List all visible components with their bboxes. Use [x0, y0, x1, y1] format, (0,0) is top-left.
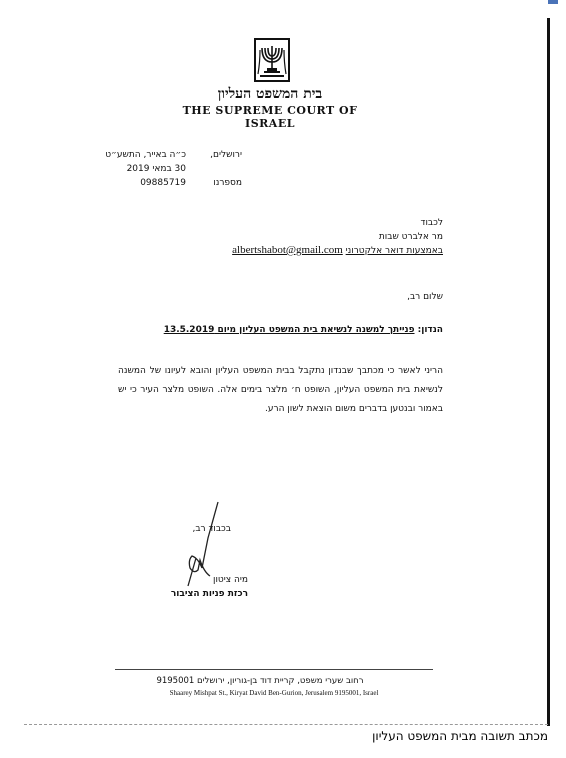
closing: בכבוד רב, [192, 524, 231, 534]
footer-address-english: Shaarey Mishpat St., Kiryat David Ben-Gurion, Jerusalem 9195001, Israel [169, 689, 379, 697]
delivery-method: באמצעות דואר אלקטרוני [345, 246, 443, 256]
subject-text: פנייתך למשנה לנשיאת בית המשפט העליון מיום 13.5.2019 [163, 325, 415, 335]
reference-number: 09885719 [140, 178, 186, 188]
top-accent-rule [548, 0, 558, 4]
recipient-salutation: לכבוד [420, 218, 443, 228]
signer-name: מיה ציטון [213, 575, 248, 585]
recipient-delivery [223, 244, 443, 256]
page-right-border [547, 18, 550, 726]
court-name-hebrew: בית המשפט העליון [217, 86, 323, 102]
recipient-email-link[interactable]: albertshabot@gmail.com [232, 244, 343, 256]
menorah-emblem-icon [254, 38, 290, 82]
footer-divider [115, 669, 433, 670]
subject-line [113, 325, 443, 335]
greeting: שלום רב, [407, 292, 443, 302]
image-caption: מכתב תשובה מבית המשפט העליון [372, 729, 548, 743]
recipient-name: מר אלברט שבות [378, 232, 443, 242]
footer-address-hebrew: רחוב שערי משפט, קריית דוד בן-גוריון, ירושלים 9195001 [156, 676, 364, 686]
gregorian-date: 30 במאי 2019 [126, 164, 186, 174]
subject-label: הנדון: [417, 325, 443, 335]
hebrew-date: כ״ה באייר, התשע״ט [105, 150, 186, 160]
reference-label: מספרנו [213, 178, 242, 188]
letter-city: ירושלים, [210, 150, 242, 160]
letter-body: הריני לאשר כי מכתבך שבנדון נתקבל בבית המשפט העליון והובא לעיונו של המשנה לנשיאת בית המשפט העליון, השופט ח׳ מלצר בימים אלה. השופט מלצר העיר כי יש באמור ובנטען בדברים משום הוצאת לשון הרע. [118, 366, 443, 414]
signer-title: רכזת פניות הציבור [170, 589, 248, 599]
court-name-english: THE SUPREME COURT OF ISRAEL [182, 104, 358, 130]
page-bottom-edge [24, 724, 548, 725]
